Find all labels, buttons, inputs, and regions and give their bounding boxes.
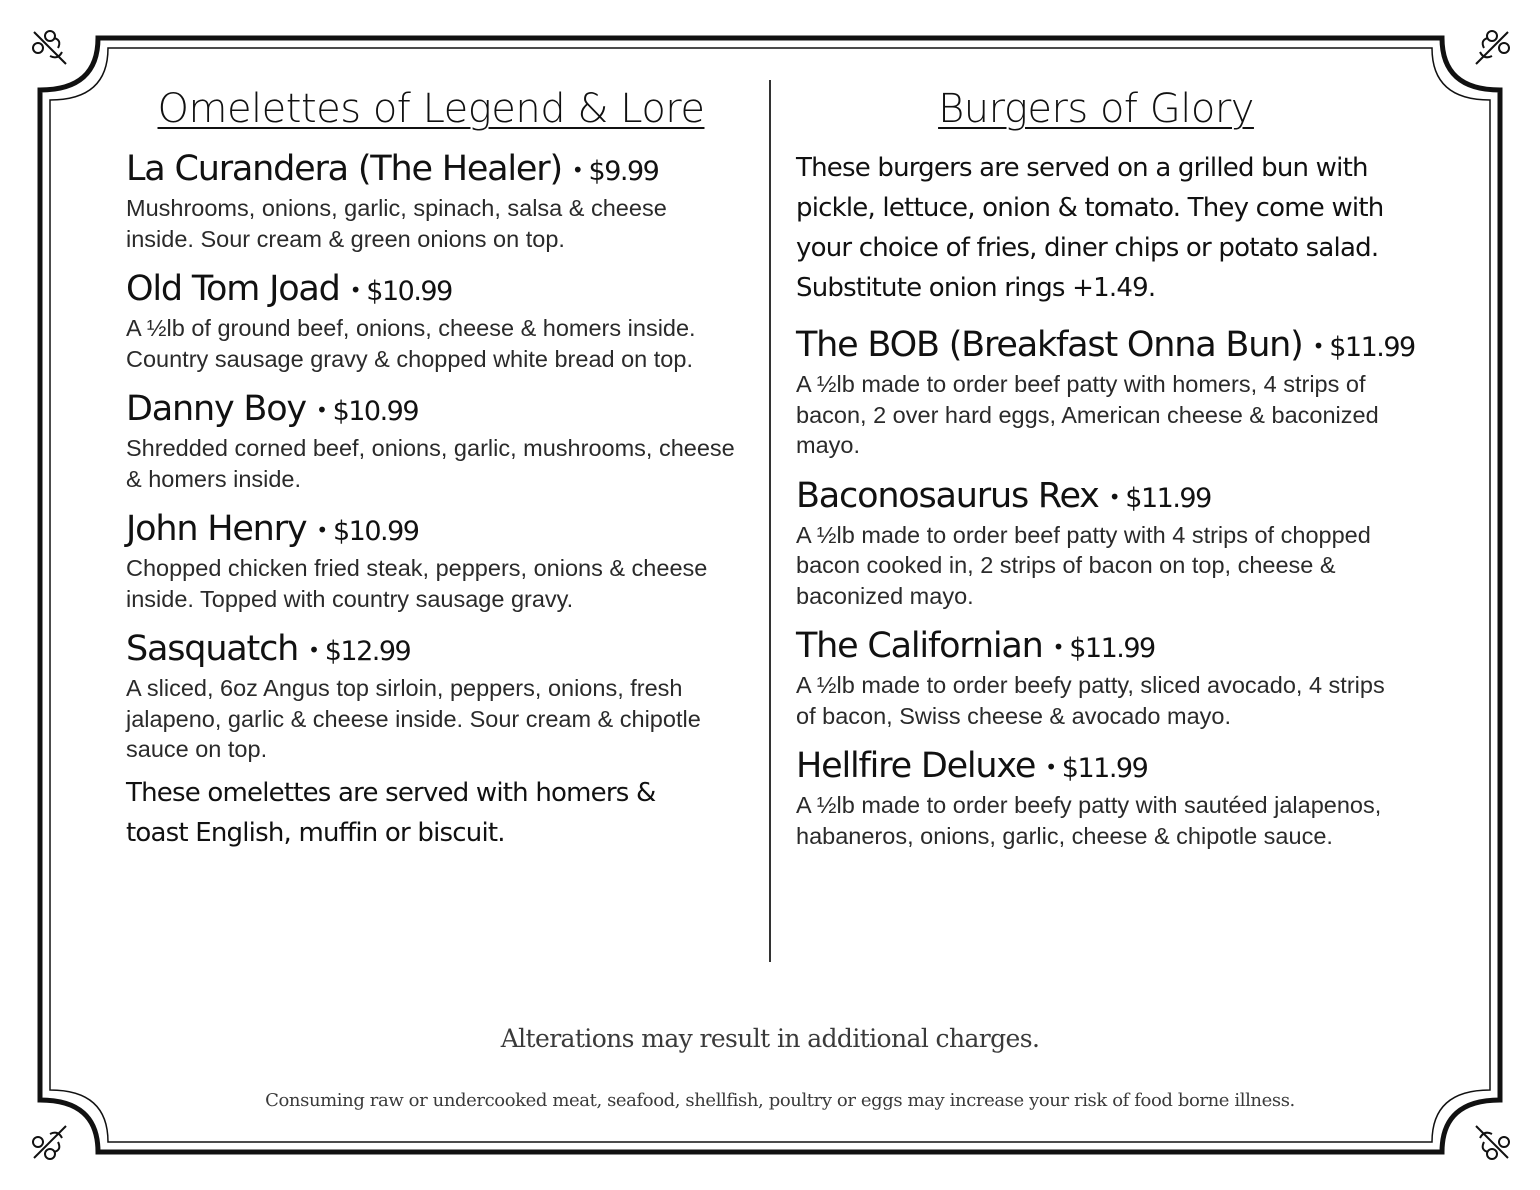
menu-item: John Henry • $10.99 Chopped chicken fried steak, peppers, onions & cheese inside. Topped with country sausage gravy. [126, 508, 736, 614]
item-name: The BOB (Breakfast Onna Bun) [796, 325, 1303, 365]
menu-item: La Curandera (The Healer) • $9.99 Mushrooms, onions, garlic, spinach, salsa & cheese inside. Sour cream & green onions on top. [126, 148, 736, 254]
section-title: Burgers of Glory [938, 86, 1254, 132]
item-name: Hellfire Deluxe [796, 746, 1036, 786]
item-description: Shredded corned beef, onions, garlic, mushrooms, cheese & homers inside. [126, 435, 735, 492]
item-name: Baconosaurus Rex [796, 475, 1099, 516]
corner-flourish-icon [1470, 1120, 1514, 1164]
corner-flourish-icon [1470, 26, 1514, 70]
column-divider [769, 80, 771, 962]
item-price: $9.99 [588, 156, 659, 187]
item-description: A ½lb made to order beefy patty with sautéed jalapenos, habaneros, onions, garlic, cheese & chipotle sauce. [796, 792, 1382, 849]
item-description: A ½lb made to order beef patty with 4 strips of chopped bacon cooked in, 2 strips of bacon on top, cheese & baconized mayo. [796, 521, 1371, 609]
item-name: La Curandera (The Healer) [126, 149, 562, 189]
item-description: A ½lb made to order beefy patty, sliced avocado, 4 strips of bacon, Swiss cheese & avocado mayo. [796, 672, 1385, 729]
menu-item: Sasquatch • $12.99 A sliced, 6oz Angus top sirloin, peppers, onions, fresh jalapeno, garlic & cheese inside. Sour cream & chipotle sauce on top. [126, 628, 736, 765]
section-title: Omelettes of Legend & Lore [157, 86, 705, 132]
burgers-section [796, 80, 1415, 865]
item-price: $11.99 [1069, 633, 1155, 664]
burgers-intro: These burgers are served on a grilled bun with pickle, lettuce, onion & tomato. They come with your choice of fries, diner chips or potato salad. Substitute onion rings +1.49. [796, 153, 1384, 303]
item-price: $11.99 [1125, 482, 1211, 514]
item-description: A sliced, 6oz Angus top sirloin, peppers, onions, fresh jalapeno, garlic & cheese inside. Sour cream & chipotle sauce on top. [126, 675, 701, 762]
item-price: $12.99 [324, 636, 411, 667]
item-name: Old Tom Joad [126, 269, 340, 309]
item-description: Mushrooms, onions, garlic, spinach, salsa & cheese inside. Sour cream & green onions on top. [126, 195, 667, 252]
food-safety-warning: Consuming raw or undercooked meat, seafood, shellfish, poultry or eggs may increase your risk of food borne illness. [265, 1090, 1295, 1111]
item-description: A ½lb made to order beef patty with homers, 4 strips of bacon, 2 over hard eggs, American cheese & baconized mayo. [796, 371, 1379, 458]
omelettes-section [126, 80, 736, 853]
menu-item: The BOB (Breakfast Onna Bun) • $11.99 A ½lb made to order beef patty with homers, 4 strips of bacon, 2 over hard eggs, American cheese & baconized mayo. [796, 324, 1396, 461]
omelettes-note: These omelettes are served with homers & toast English, muffin or biscuit. [126, 777, 656, 848]
item-price: $11.99 [1061, 753, 1148, 784]
corner-flourish-icon [28, 1120, 72, 1164]
menu-item: Hellfire Deluxe • $11.99 A ½lb made to order beefy patty with sautéed jalapenos, habaneros, onions, garlic, cheese & chipotle sauce. [796, 745, 1396, 851]
menu-item: Old Tom Joad • $10.99 A ½lb of ground beef, onions, cheese & homers inside. Country sausage gravy & chopped white bread on top. [126, 268, 736, 374]
item-price: $10.99 [332, 516, 419, 547]
menu-item: Danny Boy • $10.99 Shredded corned beef, onions, garlic, mushrooms, cheese & homers inside. [126, 388, 736, 494]
item-description: Chopped chicken fried steak, peppers, onions & cheese inside. Topped with country sausage gravy. [126, 555, 708, 612]
item-price: $11.99 [1329, 332, 1415, 363]
item-name: The Californian [796, 626, 1043, 666]
corner-flourish-icon [28, 26, 72, 70]
item-name: Sasquatch [126, 629, 299, 669]
menu-item: The Californian • $11.99 A ½lb made to order beefy patty, sliced avocado, 4 strips of bacon, Swiss cheese & avocado mayo. [796, 625, 1396, 731]
item-name: Danny Boy [126, 389, 306, 429]
item-description: A ½lb of ground beef, onions, cheese & homers inside. Country sausage gravy & chopped white bread on top. [126, 315, 696, 372]
item-name: John Henry [126, 509, 307, 549]
alterations-notice: Alterations may result in additional charges. [500, 1024, 1040, 1053]
item-price: $10.99 [332, 396, 419, 427]
menu-item: Baconosaurus Rex • $11.99 A ½lb made to order beef patty with 4 strips of chopped bacon cooked in, 2 strips of bacon on top, cheese & baconized mayo. [796, 475, 1396, 612]
item-price: $10.99 [366, 276, 452, 307]
